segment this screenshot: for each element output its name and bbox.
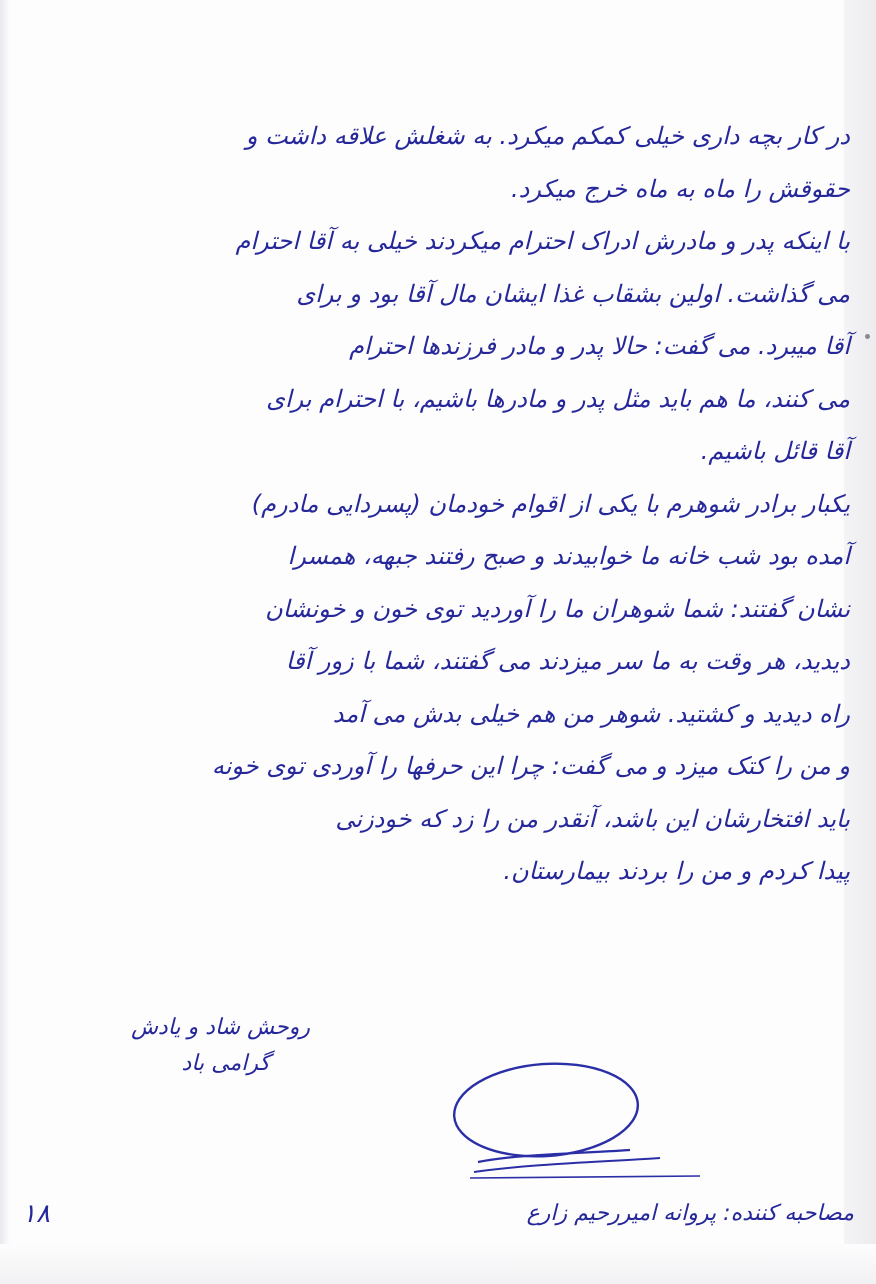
closing-line-1: روحش شاد و یادش	[131, 1015, 310, 1040]
body-line: یکبار برادر شوهرم با یکی از اقوام خودمان (پسردایی مادرم)	[251, 489, 850, 518]
handwritten-signature	[450, 1058, 710, 1188]
handwritten-body	[22, 110, 850, 898]
body-line: می گذاشت. اولین بشقاب غذا ایشان مال آقا بود و برای	[296, 279, 850, 308]
page-left-shadow	[0, 0, 10, 1284]
closing-blessing	[30, 1010, 310, 1082]
body-line: باید افتخارشان این باشد، آنقدر من را زد که خودزنی	[335, 804, 850, 833]
signature-underline	[470, 1176, 700, 1178]
page-number: ۱۸	[22, 1199, 50, 1229]
page-bottom-shadow	[0, 1244, 876, 1284]
body-line: دیدید، هر وقت به ما سر میزدند می گفتند، شما با زور آقا	[285, 647, 850, 675]
body-line: در کار بچه داری خیلی کمکم میکرد. به شغلش علاقه داشت و	[245, 122, 850, 150]
body-line: آمده بود شب خانه ما خوابیدند و صبح رفتند جبهه، همسرا	[287, 542, 850, 570]
body-line: حقوقش را ماه به ماه خرج میکرد.	[511, 174, 850, 203]
body-line: راه دیدید و کشتید. شوهر من هم خیلی بدش می آمد	[332, 699, 850, 728]
body-line: پیدا کردم و من را بردند بیمارستان.	[503, 857, 850, 885]
stray-ink-dot	[865, 334, 870, 339]
body-line: و من را کتک میزد و می گفت: چرا این حرفها را آوردی توی خونه	[211, 752, 850, 780]
body-line: می کنند، ما هم باید مثل پدر و مادرها باشیم، با احترام برای	[266, 384, 850, 413]
body-line: نشان گفتند: شما شوهران ما را آوردید توی خون و خونشان	[265, 594, 850, 623]
signature-stroke	[474, 1158, 660, 1172]
interviewer-credit: مصاحبه کننده: پروانه امیررحیم زارع	[526, 1201, 854, 1226]
body-line: با اینکه پدر و مادرش ادراک احترام میکردند خیلی به آقا احترام	[235, 227, 850, 255]
body-line: آقا قائل باشیم.	[700, 437, 850, 465]
signature-loop	[451, 1058, 641, 1162]
body-line: آقا میبرد. می گفت: حالا پدر و مادر فرزندها احترام	[349, 332, 850, 360]
closing-line-2: گرامی باد	[181, 1051, 270, 1076]
